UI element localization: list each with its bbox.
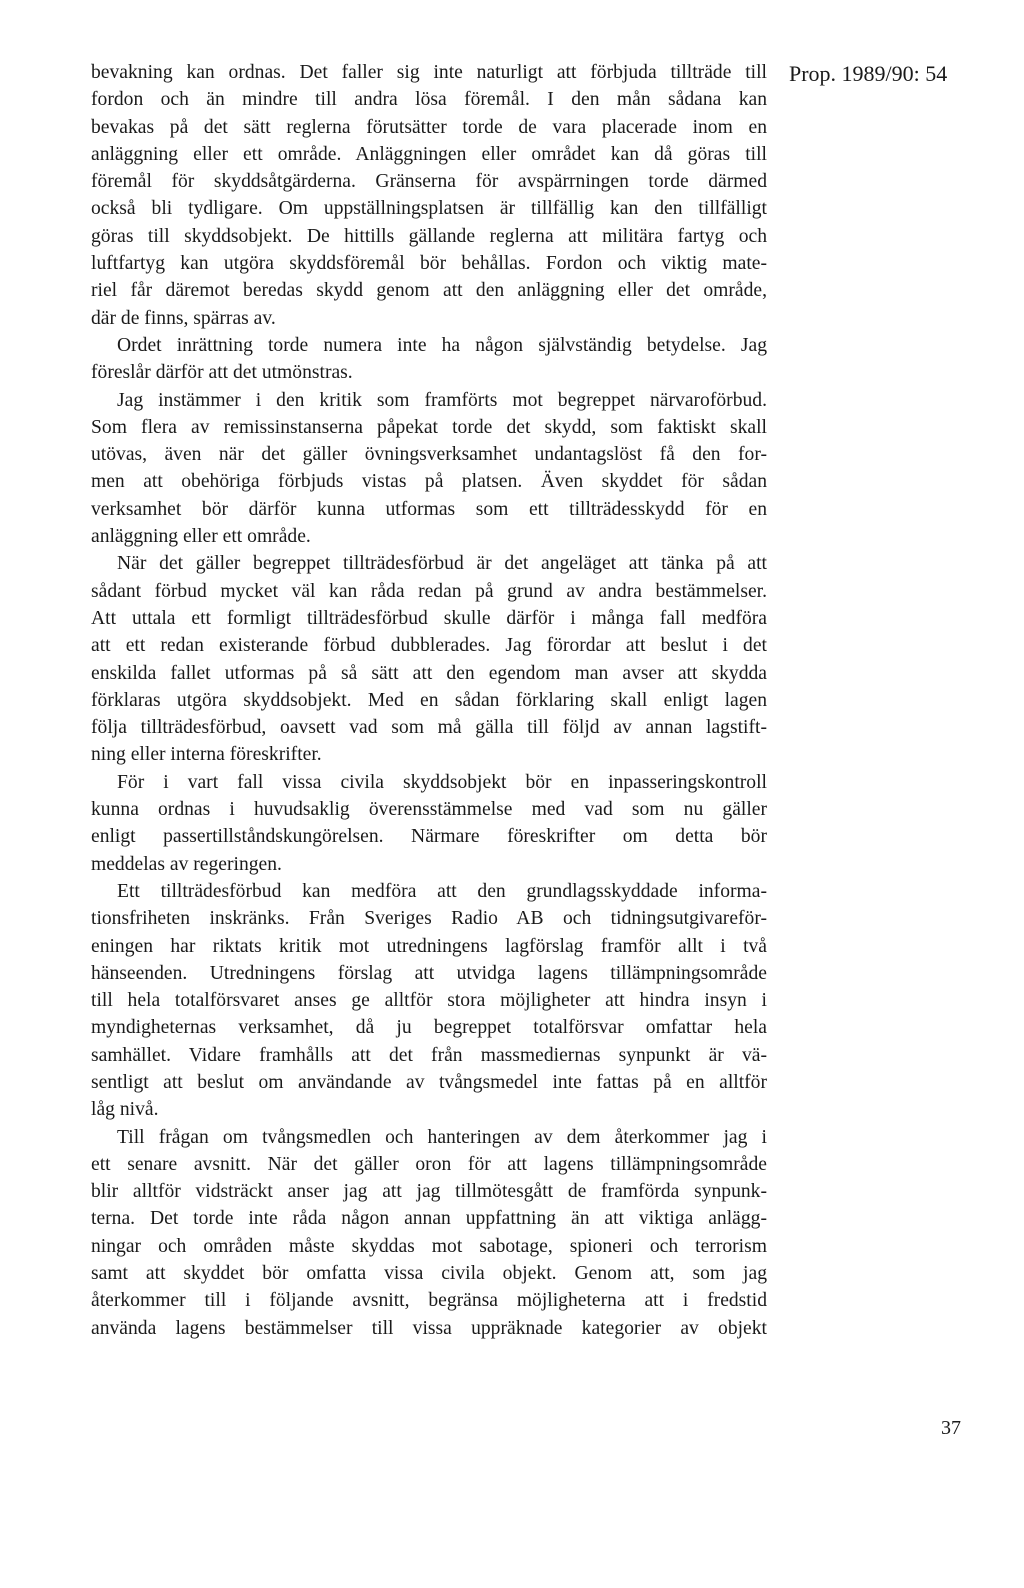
text-line: samhället. Vidare framhålls att det från massmediernas synpunkt är vä- bbox=[91, 1044, 767, 1066]
text-line: utövas, även när det gäller övningsverksamhet undantagslöst få den for- bbox=[91, 444, 767, 466]
text-line: blir alltför vidsträckt anser jag att jag tillmötesgått de framförda synpunk- bbox=[91, 1181, 767, 1203]
text-line: När det gäller begreppet tillträdesförbud är det angeläget att tänka på att bbox=[117, 553, 767, 575]
text-line: också bli tydligare. Om uppställningsplatsen är tillfällig kan den tillfälligt bbox=[91, 198, 767, 220]
text-line: myndigheternas verksamhet, då ju begreppet totalförsvar omfattar hela bbox=[91, 1017, 767, 1039]
text-line: Som flera av remissinstanserna påpekat torde det skydd, som faktiskt skall bbox=[91, 416, 767, 438]
text-line: enskilda fallet utformas på så sätt att den egendom man avser att skydda bbox=[91, 662, 767, 684]
text-line: till hela totalförsvaret anses ge alltför stora möjligheter att hindra insyn i bbox=[91, 990, 767, 1012]
text-line: låg nivå. bbox=[91, 1099, 159, 1121]
text-line: ningar och områden måste skyddas mot sabotage, spioneri och terrorism bbox=[91, 1235, 767, 1257]
text-line: Jag instämmer i den kritik som framförts mot begreppet närvaroförbud. bbox=[117, 389, 767, 411]
text-line: fordon och än mindre till andra lösa föremål. I den mån sådana kan bbox=[91, 89, 767, 111]
text-line: samt att skyddet bör omfatta vissa civila objekt. Genom att, som jag bbox=[91, 1263, 767, 1285]
text-line: göras till skyddsobjekt. De hittills gällande reglerna att militära fartyg och bbox=[91, 225, 767, 247]
text-line: riel får däremot beredas skydd genom att den anläggning eller det område, bbox=[91, 280, 767, 302]
text-line: där de finns, spärras av. bbox=[91, 307, 276, 329]
text-line: kunna ordnas i huvudsaklig överensstämmelse med vad som nu gäller bbox=[91, 799, 767, 821]
text-line: ning eller interna föreskrifter. bbox=[91, 744, 322, 766]
text-line: terna. Det torde inte råda någon annan uppfattning än att viktiga anlägg- bbox=[91, 1208, 767, 1230]
text-line: föreslår därför att det utmönstras. bbox=[91, 362, 353, 384]
text-line: tionsfriheten inskränks. Från Sveriges Radio AB och tidningsutgivareför- bbox=[91, 908, 767, 930]
text-line: återkommer till i följande avsnitt, begränsa möjligheterna att i fredstid bbox=[91, 1290, 767, 1312]
body-text bbox=[91, 59, 767, 1342]
page-number: 37 bbox=[941, 1417, 961, 1439]
text-line: sentligt att beslut om användande av tvångsmedel inte fattas på en alltför bbox=[91, 1071, 767, 1093]
text-line: bevakas på det sätt reglerna förutsätter torde de vara placerade inom en bbox=[91, 116, 767, 138]
text-line: sådant förbud mycket väl kan råda redan på grund av andra bestämmelser. bbox=[91, 580, 767, 602]
text-line: men att obehöriga förbjuds vistas på platsen. Även skyddet för sådan bbox=[91, 471, 767, 493]
text-line: luftfartyg kan utgöra skyddsföremål bör behållas. Fordon och viktig mate- bbox=[91, 253, 767, 275]
text-line: enligt passertillståndskungörelsen. Närmare föreskrifter om detta bör bbox=[91, 826, 767, 848]
text-line: eningen har riktats kritik mot utredningens lagförslag framför allt i två bbox=[91, 935, 767, 957]
running-head: Prop. 1989/90: 54 bbox=[789, 61, 948, 86]
text-line: ett senare avsnitt. När det gäller oron för att lagens tillämpningsområde bbox=[91, 1153, 767, 1175]
text-line: använda lagens bestämmelser till vissa uppräknade kategorier av objekt bbox=[91, 1317, 767, 1339]
text-line: följa tillträdesförbud, oavsett vad som må gälla till följd av annan lagstift- bbox=[91, 717, 767, 739]
text-line: Ordet inrättning torde numera inte ha någon självständig betydelse. Jag bbox=[117, 334, 767, 356]
text-line: anläggning eller ett område. bbox=[91, 526, 311, 548]
text-line: Att uttala ett formligt tillträdesförbud skulle därför i många fall medföra bbox=[91, 607, 767, 629]
text-line: hänseenden. Utredningens förslag att utvidga lagens tillämpningsområde bbox=[91, 962, 767, 984]
text-line: meddelas av regeringen. bbox=[91, 853, 282, 875]
text-line: att ett redan existerande förbud dubblerades. Jag förordar att beslut i det bbox=[91, 635, 767, 657]
text-line: Till frågan om tvångsmedlen och hanteringen av dem återkommer jag i bbox=[117, 1126, 767, 1148]
text-line: anläggning eller ett område. Anläggningen eller området kan då göras till bbox=[91, 143, 767, 165]
text-line: Ett tillträdesförbud kan medföra att den grundlagsskyddade informa- bbox=[117, 880, 767, 902]
text-line: föremål för skyddsåtgärderna. Gränserna för avspärrningen torde därmed bbox=[91, 171, 767, 193]
text-line: För i vart fall vissa civila skyddsobjekt bör en inpasseringskontroll bbox=[117, 771, 767, 793]
text-line: bevakning kan ordnas. Det faller sig inte naturligt att förbjuda tillträde till bbox=[91, 62, 767, 83]
text-line: förklaras utgöra skyddsobjekt. Med en sådan förklaring skall enligt lagen bbox=[91, 689, 767, 711]
text-line: verksamhet bör därför kunna utformas som ett tillträdesskydd för en bbox=[91, 498, 767, 520]
